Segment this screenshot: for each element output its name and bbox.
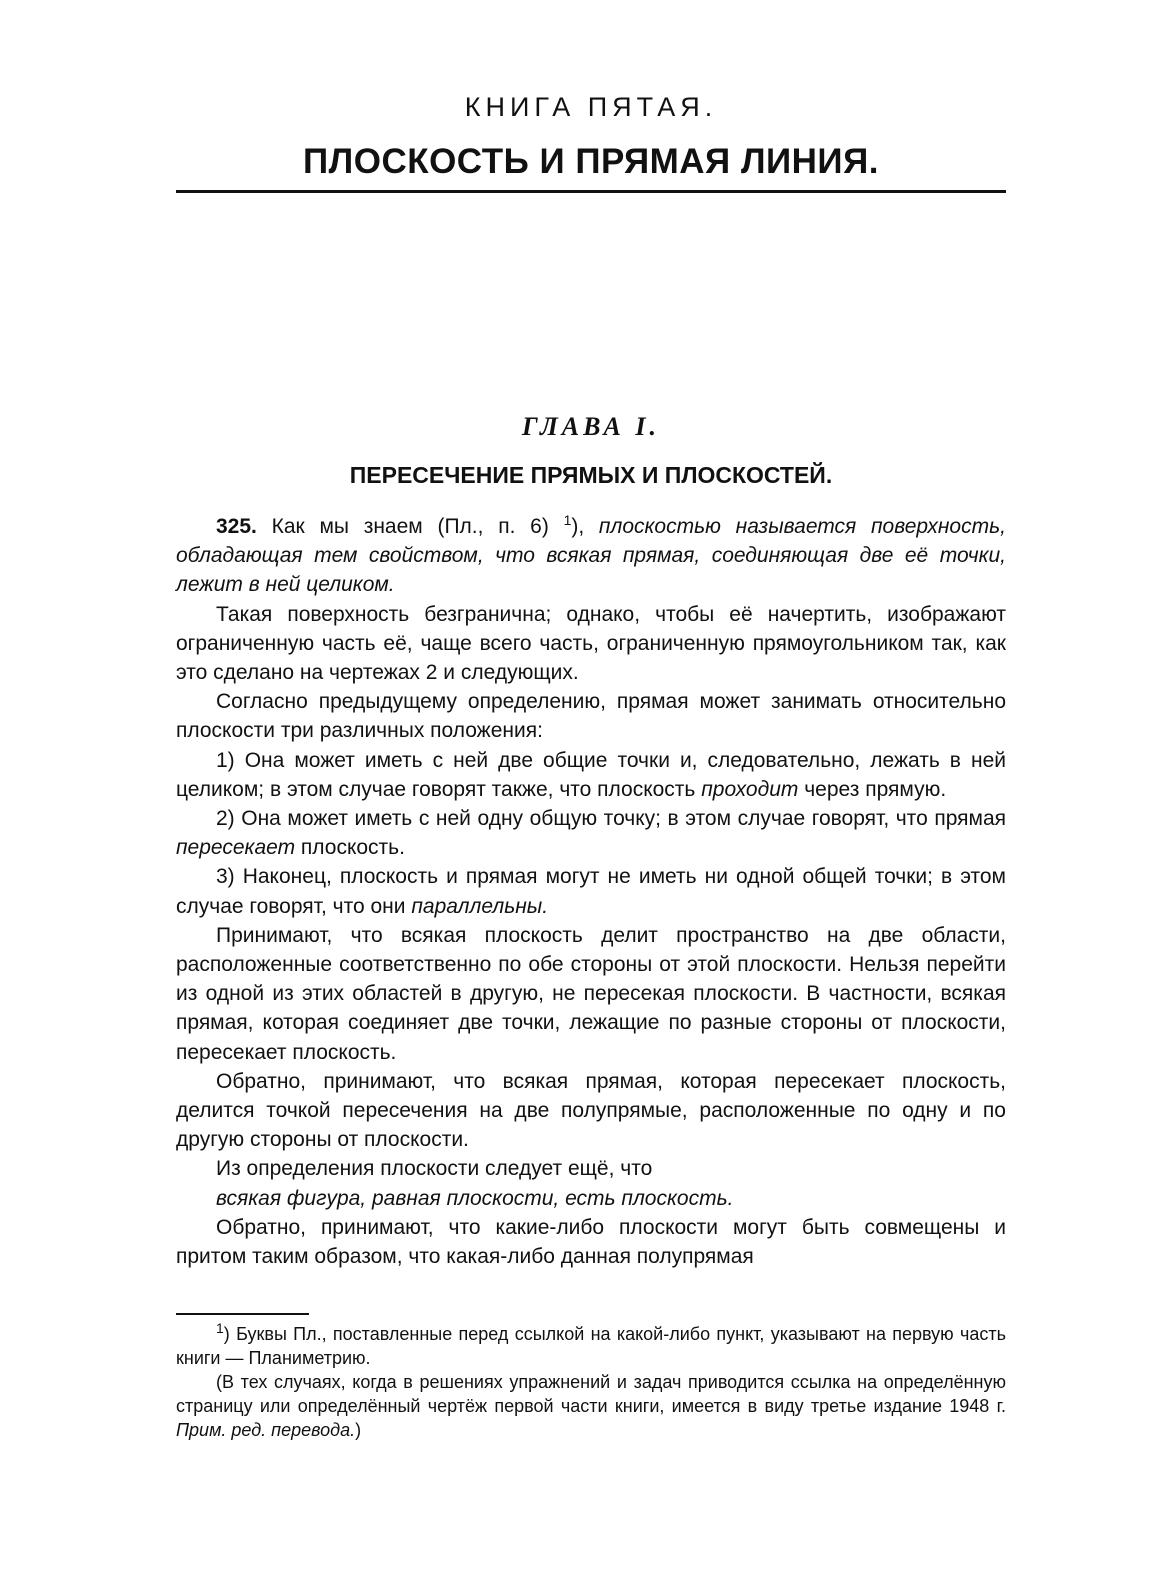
footnote-marker: 1 (216, 1320, 224, 1336)
definition-text: плоскостью называется поверхность, обладающая тем свойством, что всякая прямая, соединяющая две её точки, лежит в ней целиком. (176, 515, 1006, 597)
list-item-3 (176, 862, 1006, 920)
editor-note: Прим. ред. перевода. (176, 1420, 356, 1440)
emphasis-text: параллельны. (411, 894, 549, 918)
paragraph: Такая поверхность безгранична; однако, чтобы её начертить, изображают ограниченную часть её, чаще всего часть, ограниченную прямоугольником так, как это сделано на чертежах 2 и следующих. (176, 602, 1006, 685)
paragraph: Обратно, принимают, что всякая прямая, которая пересекает плоскость, делится точкой пересечения на две полупрямые, расположенные по одну и по другую стороны от плоскости. (176, 1069, 1006, 1152)
paragraph-text: 2) Она может иметь с ней одну общую точку; в этом случае говорят, что прямая (216, 807, 1006, 831)
chapter-title: ПЕРЕСЕЧЕНИЕ ПРЯМЫХ И ПЛОСКОСТЕЙ. (349, 462, 833, 488)
paragraph-325 (176, 512, 1006, 600)
emphasis-text: пересекает (176, 836, 296, 860)
paragraph: Принимают, что всякая плоскость делит пространство на две области, расположенные соответственно по обе стороны от этой плоскости. Нельзя перейти из одной из этих областей в другую, не пересекая плоскости. В частности, всякая прямая, которая соединяет две точки, лежащие по разные стороны от плоскости, пересекает плоскость. (176, 923, 1006, 1064)
chapter-label: ГЛАВА I. (522, 412, 660, 441)
footnote-divider (176, 1313, 309, 1315)
list-item-1 (176, 746, 1006, 804)
paragraph: Из определения плоскости следует ещё, что (216, 1157, 653, 1181)
footnotes (176, 1322, 1006, 1442)
paragraph-text: 3) Наконец, плоскость и прямая могут не иметь ни одной общей точки; в этом случае говорят, что они (176, 865, 1006, 918)
paragraph-text: через прямую. (798, 777, 947, 801)
title-divider (176, 190, 1006, 193)
paragraph: Обратно, принимают, что какие-либо плоскости могут быть совмещены и притом таким образом, что какая-либо данная полупрямая (176, 1215, 1006, 1269)
paragraph: Согласно предыдущему определению, прямая может занимать относительно плоскости три различных положения: (176, 690, 1006, 743)
book-title: КНИГА ПЯТАЯ. (464, 92, 718, 122)
book-subtitle: ПЛОСКОСТЬ И ПРЯМАЯ ЛИНИЯ. (303, 142, 879, 181)
paragraph-text: плоскость. (295, 836, 405, 860)
footnote-text: (В тех случаях, когда в решениях упражнений и задач приводится ссылка на определённую страницу или определённый чертёж первой части книги, имеется в виду третье издание 1948 г. (176, 1372, 1006, 1416)
paragraph-text: Как мы знаем (Пл., п. 6) (256, 515, 564, 538)
body-text (176, 512, 1006, 1271)
footnote-2 (176, 1370, 1006, 1442)
paragraph-text: ), (571, 515, 599, 538)
section-number: 325. (216, 515, 257, 538)
statement (176, 1184, 1006, 1213)
footnote-reference: 1 (563, 512, 572, 528)
footnote-text: ) Буквы Пл., поставленные перед ссылкой на какой-либо пункт, указывают на первую часть книги — Планиметрию. (176, 1324, 1006, 1368)
emphasis-text: всякая фигура, равная плоскости, есть плоскость. (216, 1186, 734, 1210)
paragraph-text: 1) Она может иметь с ней две общие точки и, следовательно, лежать в ней целиком; в этом случае говорят также, что плоскость (176, 748, 1006, 801)
footnote-1 (176, 1322, 1006, 1370)
emphasis-text: проходит (701, 777, 799, 801)
list-item-2 (176, 804, 1006, 862)
footnote-text: ) (355, 1420, 362, 1440)
